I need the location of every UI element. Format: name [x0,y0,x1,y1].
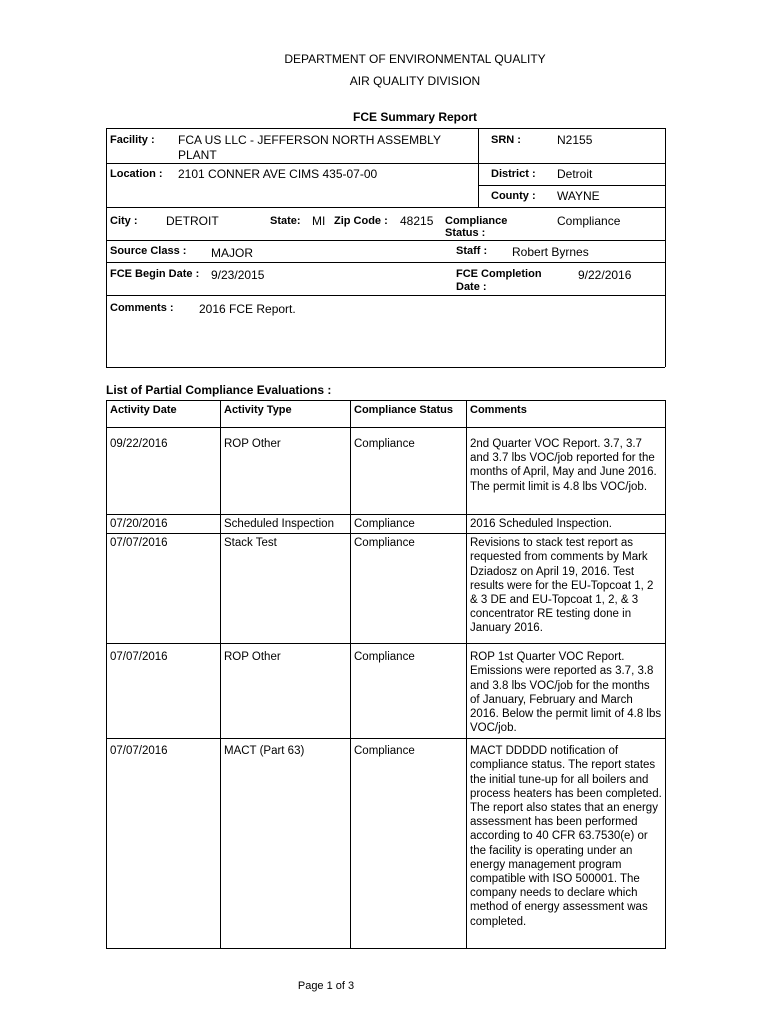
pce-cell-status: Compliance [351,534,467,644]
pce-cell-status: Compliance [351,644,467,739]
pce-list-title: List of Partial Compliance Evaluations : [106,383,332,397]
pce-col-activity-date: Activity Date [107,401,221,428]
pce-cell-status: Compliance [351,739,467,949]
staff-label: Staff : [456,245,488,257]
table-row [107,515,666,534]
fce-completion-label [456,268,542,294]
compliance-status-value: Compliance [557,214,621,228]
source-class-value: MAJOR [211,246,253,260]
pce-col-comments: Comments [467,401,666,428]
comments-label: Comments : [110,302,174,314]
pce-cell-comments: Revisions to stack test report as requested from comments by Mark Dziadosz on April 19, 2016. Test results were for the EU-Topcoat 1, 2 & 3 DE and EU-Topcoat 1, 2, & 3 concentrator RE testing done in January 2016. [467,534,666,644]
compliance-status-label-line2: Status : [445,227,486,239]
compliance-status-label-line1: Compliance [445,215,508,227]
zip-label: Zip Code : [334,215,388,227]
pce-col-activity-type: Activity Type [221,401,351,428]
page-number: Page 1 of 3 [297,980,355,992]
table-row [107,739,666,949]
pce-cell-type: ROP Other [221,428,351,515]
pce-cell-date: 07/07/2016 [107,739,221,949]
facility-name-line1: FCA US LLC - JEFFERSON NORTH ASSEMBLY [178,133,441,147]
pce-cell-type: Stack Test [221,534,351,644]
pce-cell-comments: ROP 1st Quarter VOC Report. Emissions were reported as 3.7, 3.8 and 3.8 lbs VOC/job for the months of January, February and March 2016. Below the permit limit of 4.8 lbs VOC/job. [467,644,666,739]
district-value: Detroit [557,167,593,181]
srn-value: N2155 [557,133,593,147]
division-heading: AIR QUALITY DIVISION [349,74,481,88]
pce-cell-type: Scheduled Inspection [221,515,351,534]
location-label: Location : [110,168,163,180]
pce-cell-comments: 2nd Quarter VOC Report. 3.7, 3.7 and 3.7 lbs VOC/job reported for the months of April, May and June 2016. The permit limit is 4.8 lbs VOC/job. [467,428,666,515]
pce-cell-comments: MACT DDDDD notification of compliance status. The report states the initial tune-up for all boilers and process heaters has been completed. The report also states that an energy assessment has been performed according to 40 CFR 63.7530(e) or the facility is operating under an energy management program compatible with ISO 500001. The company needs to declare which method of energy assessment was completed. [467,739,666,949]
table-row [107,644,666,739]
pce-cell-type: ROP Other [221,644,351,739]
state-label: State: [270,215,301,227]
pce-header-row [107,401,666,428]
facility-name [178,133,441,163]
facility-name-line2: PLANT [178,148,217,162]
county-value: WAYNE [557,189,600,203]
srn-label: SRN : [491,134,521,146]
pce-cell-status: Compliance [351,515,467,534]
pce-col-compliance-status: Compliance Status [351,401,467,428]
pce-cell-type: MACT (Part 63) [221,739,351,949]
district-label: District : [491,168,536,180]
fce-begin-date-value: 9/23/2015 [211,268,265,282]
fce-completion-label-line1: FCE Completion [456,268,542,280]
source-class-label: Source Class : [110,245,187,257]
pce-cell-date: 07/07/2016 [107,644,221,739]
pce-cell-comments: 2016 Scheduled Inspection. [467,515,666,534]
table-row [107,428,666,515]
pce-cell-date: 09/22/2016 [107,428,221,515]
fce-begin-date-label: FCE Begin Date : [110,268,200,280]
city-label: City : [110,215,138,227]
report-title: FCE Summary Report [352,110,478,124]
pce-cell-status: Compliance [351,428,467,515]
zip-value: 48215 [400,214,434,228]
pce-cell-date: 07/07/2016 [107,534,221,644]
county-label: County : [491,190,536,202]
fce-completion-value: 9/22/2016 [578,268,632,282]
pce-table [106,400,666,949]
staff-value: Robert Byrnes [512,245,589,259]
city-value: DETROIT [166,214,219,228]
state-value: MI [312,214,326,228]
table-row [107,534,666,644]
pce-cell-date: 07/20/2016 [107,515,221,534]
facility-label: Facility : [110,134,155,146]
fce-completion-label-line2: Date : [456,281,487,293]
department-heading: DEPARTMENT OF ENVIRONMENTAL QUALITY [284,52,546,66]
location-value: 2101 CONNER AVE CIMS 435-07-00 [178,167,378,181]
compliance-status-label [445,215,507,239]
comments-value: 2016 FCE Report. [199,302,296,316]
